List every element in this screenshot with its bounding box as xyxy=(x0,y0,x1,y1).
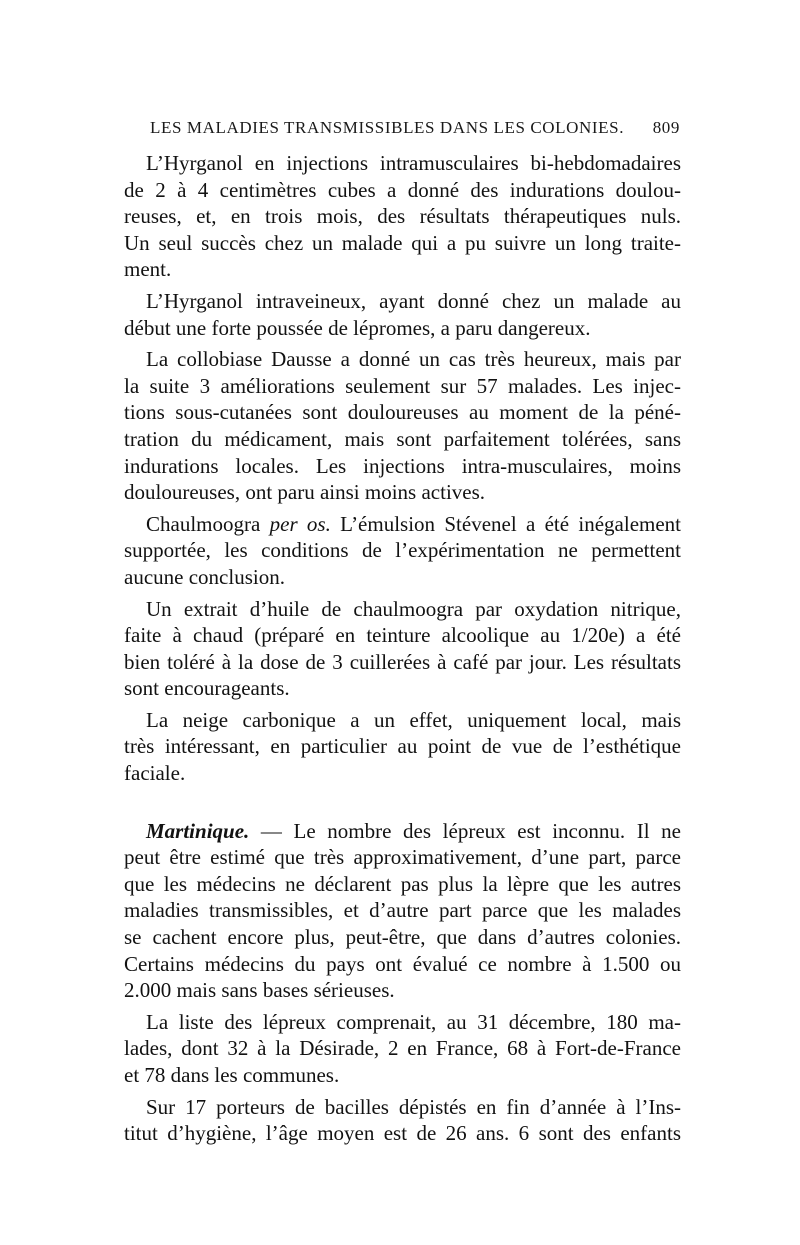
text-line: ment. xyxy=(124,257,172,282)
text-line: tration du médicament, mais sont parfaitement tolérées, sans xyxy=(124,426,681,451)
text-line: sont encourageants. xyxy=(124,676,290,701)
text-line: indurations locales. Les injections intra-musculaires, moins xyxy=(124,453,681,478)
running-header xyxy=(150,118,680,138)
text-line: 2.000 mais sans bases sérieuses. xyxy=(124,978,395,1003)
text-line: maladies transmissibles, et d’autre part parce que les malades xyxy=(124,898,681,923)
page-body xyxy=(124,150,681,1147)
paragraph-martinique xyxy=(124,818,681,1004)
text-line: faciale. xyxy=(124,761,186,786)
text-line: faite à chaud (préparé en teinture alcoolique au 1/20e) a été xyxy=(124,623,681,648)
text-line: la suite 3 améliorations seulement sur 57 malades. Les injec- xyxy=(124,373,681,398)
text-line: lades, dont 32 à la Désirade, 2 en France, 68 à Fort-de-France xyxy=(124,1036,681,1061)
text-line: très intéressant, en particulier au point de vue de l’esthétique xyxy=(124,734,681,759)
paragraph-neige-carbonique xyxy=(124,707,681,787)
text-line: que les médecins ne déclarent pas plus la lèpre que les autres xyxy=(124,871,681,896)
paragraph-chaulmoogra-per-os xyxy=(124,511,681,591)
text-fragment: — Le nombre des lépreux est inconnu. Il ne xyxy=(249,818,681,843)
text-line xyxy=(124,818,681,845)
text-line: peut être estimé que très approximativement, d’une part, parce xyxy=(124,845,681,870)
text-line: et 78 dans les communes. xyxy=(124,1063,340,1087)
text-line: La liste des lépreux comprenait, au 31 décembre, 180 ma- xyxy=(146,1009,681,1034)
running-title: LES MALADIES TRANSMISSIBLES DANS LES COLONIES. xyxy=(150,118,625,137)
paragraph-collobiase xyxy=(124,346,681,506)
page-number: 809 xyxy=(652,118,680,137)
text-line: L’Hyrganol en injections intramusculaires bi-hebdomadaires xyxy=(146,151,681,175)
paragraph-chaulmoogra-extract xyxy=(124,596,681,702)
text-line: tions sous-cutanées sont douloureuses au moment de la péné- xyxy=(124,400,681,425)
text-line: titut d’hygiène, l’âge moyen est de 26 ans. 6 sont des enfants xyxy=(124,1121,681,1146)
text-line: Un seul succès chez un malade qui a pu suivre un long traite- xyxy=(124,230,681,255)
text-line: aucune conclusion. xyxy=(124,564,285,589)
text-line: bien toléré à la dose de 3 cuillerées à café par jour. Les résultats xyxy=(124,649,681,674)
text-line: L’Hyrganol intraveineux, ayant donné chez un malade au xyxy=(146,288,681,313)
text-line: de 2 à 4 centimètres cubes a donné des indurations doulou- xyxy=(124,177,681,202)
section-heading-martinique: Martinique. xyxy=(146,818,250,843)
text-line: se cachent encore plus, peut-être, que dans d’autres colonies. xyxy=(124,925,681,950)
text-line: supportée, les conditions de l’expérimentation ne permettent xyxy=(124,538,681,563)
text-line: Certains médecins du pays ont évalué ce nombre à 1.500 ou xyxy=(124,951,681,976)
text-line: Un extrait d’huile de chaulmoogra par oxydation nitrique, xyxy=(146,596,681,621)
text-line xyxy=(124,511,681,538)
text-line: La collobiase Dausse a donné un cas très heureux, mais par xyxy=(146,347,681,372)
paragraph-hyrganol-intravenous xyxy=(124,288,681,341)
text-line: début une forte poussée de lépromes, a paru dangereux. xyxy=(124,315,591,340)
text-line: Sur 17 porteurs de bacilles dépistés en fin d’année à l’Ins- xyxy=(146,1094,681,1119)
paragraph-liste-lepreux xyxy=(124,1009,681,1089)
paragraph-porteurs-bacilles xyxy=(124,1094,681,1147)
text-line: douloureuses, ont paru ainsi moins actives. xyxy=(124,480,486,505)
text-line: La neige carbonique a un effet, uniquement local, mais xyxy=(146,707,681,732)
text-fragment: L’émulsion Stévenel a été inégalement xyxy=(330,511,682,536)
lead-word: Chaulmoogra xyxy=(146,511,261,536)
paragraph-hyrganol-intramuscular xyxy=(124,150,681,283)
lead-italic: per os. xyxy=(269,511,331,536)
text-line: reuses, et, en trois mois, des résultats thérapeutiques nuls. xyxy=(124,204,681,229)
